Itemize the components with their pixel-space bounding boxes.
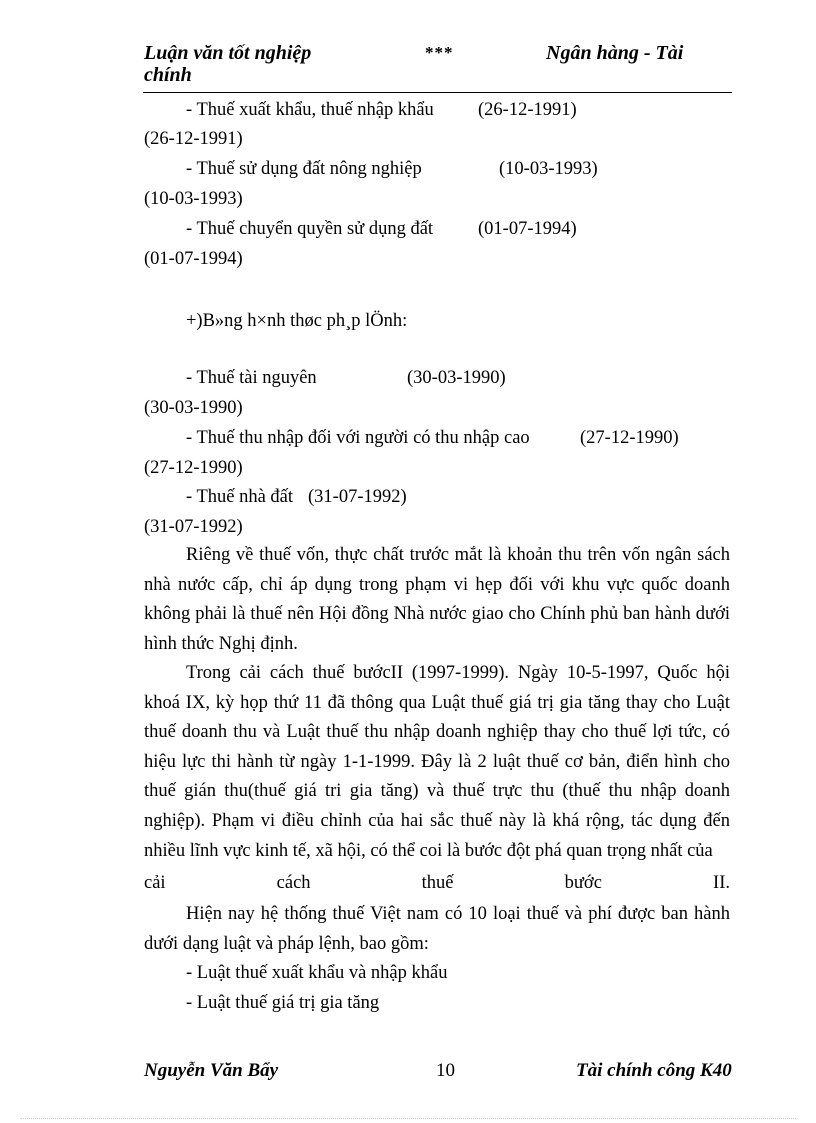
footer-class: Tài chính công K40 — [576, 1060, 732, 1081]
paragraph-text: Hiện nay hệ thống thuế Việt nam có 10 loại thuế và phí được ban hành dưới dạng luật và pháp lệnh, bao gồm: — [144, 904, 730, 954]
paragraph-text: Trong cải cách thuế bướcII (1997-1999). Ngày 10-5-1997, Quốc hội khoá IX, kỳ họp thứ 11 đã thông qua Luật thuế giá trị gia tăng thay cho Luật thuế doanh thu và Luật thuế thu nhập doanh nghiệp thay cho thuế lợi tức, có hiệu lực thi hành từ ngày 1-1-1999. Đây là 2 luật thuế cơ bản, điển hình cho thuế gián thu(thuế giá tri gia tăng) và thuế trực thu (thuế thu nhập doanh nghiệp). Phạm vi điều chỉnh của hai sắc thuế này là khá rộng, tác dụng đến nhiều lĩnh vực kinh tế, xã hội, có thể coi là bước đột phá quan trọng nhất của — [144, 663, 730, 861]
list2-item-date: (27-12-1990) — [580, 428, 679, 448]
section-heading: +)B»ng h×nh thøc ph¸p lÖnh: — [186, 311, 408, 331]
list2-item-date: (30-03-1990) — [407, 368, 506, 388]
list1-item-wrap: (10-03-1993) — [144, 189, 243, 209]
list2-item-wrap: (27-12-1990) — [144, 458, 243, 478]
list1-item-date: (26-12-1991) — [478, 100, 577, 120]
list3-item: - Luật thuế xuất khẩu và nhập khẩu — [186, 963, 448, 983]
paragraph — [144, 541, 730, 659]
header-left-line2: chính — [144, 64, 192, 86]
paragraph-text: Riêng về thuế vốn, thực chất trước mắt là khoản thu trên vốn ngân sách nhà nước cấp, chỉ áp dụng trong phạm vi hẹp đối với khu vực quốc doanh không phải là thuế nên Hội đồng Nhà nước giao cho Chính phủ ban hành dưới hình thức Nghị định. — [144, 545, 730, 654]
header-stars: *** — [425, 43, 454, 62]
list1-item-date: (01-07-1994) — [478, 219, 577, 239]
header-left-line1: Luận văn tốt nghiệp — [144, 42, 312, 64]
list1-item-date: (10-03-1993) — [499, 159, 598, 179]
list1-item-label: - Thuế xuất khẩu, thuế nhập khẩu — [186, 100, 434, 120]
list2-item-label: - Thuế nhà đất — [186, 487, 294, 507]
word: bước — [564, 873, 602, 893]
list1-item-wrap: (26-12-1991) — [144, 129, 243, 149]
list1-item-wrap: (01-07-1994) — [144, 249, 243, 269]
page-number: 10 — [436, 1060, 455, 1081]
list3-item: - Luật thuế giá trị gia tăng — [186, 993, 380, 1013]
word: cải — [144, 873, 166, 893]
paragraph — [144, 659, 730, 866]
list2-item-wrap: (31-07-1992) — [144, 517, 243, 537]
paragraph-last-line — [144, 872, 730, 894]
list2-item-wrap: (30-03-1990) — [144, 398, 243, 418]
page-bottom-edge — [20, 1118, 796, 1119]
list2-item-label: - Thuế thu nhập đối với người có thu nhập cao — [186, 428, 530, 448]
header-divider — [143, 92, 732, 93]
word: cách — [276, 873, 311, 893]
word: thuế — [421, 873, 454, 893]
list2-item-label: - Thuế tài nguyên — [186, 368, 317, 388]
header-left-title — [144, 42, 311, 86]
header-right-title: Ngân hàng - Tài — [546, 42, 684, 64]
list1-item-label: - Thuế sử dụng đất nông nghiệp — [186, 159, 422, 179]
paragraph — [144, 900, 730, 959]
list1-item-label: - Thuế chuyển quyền sử dụng đất — [186, 219, 434, 239]
footer-author: Nguyễn Văn Bẩy — [144, 1060, 279, 1081]
list2-item-date: (31-07-1992) — [308, 487, 407, 507]
word: II. — [713, 873, 730, 893]
